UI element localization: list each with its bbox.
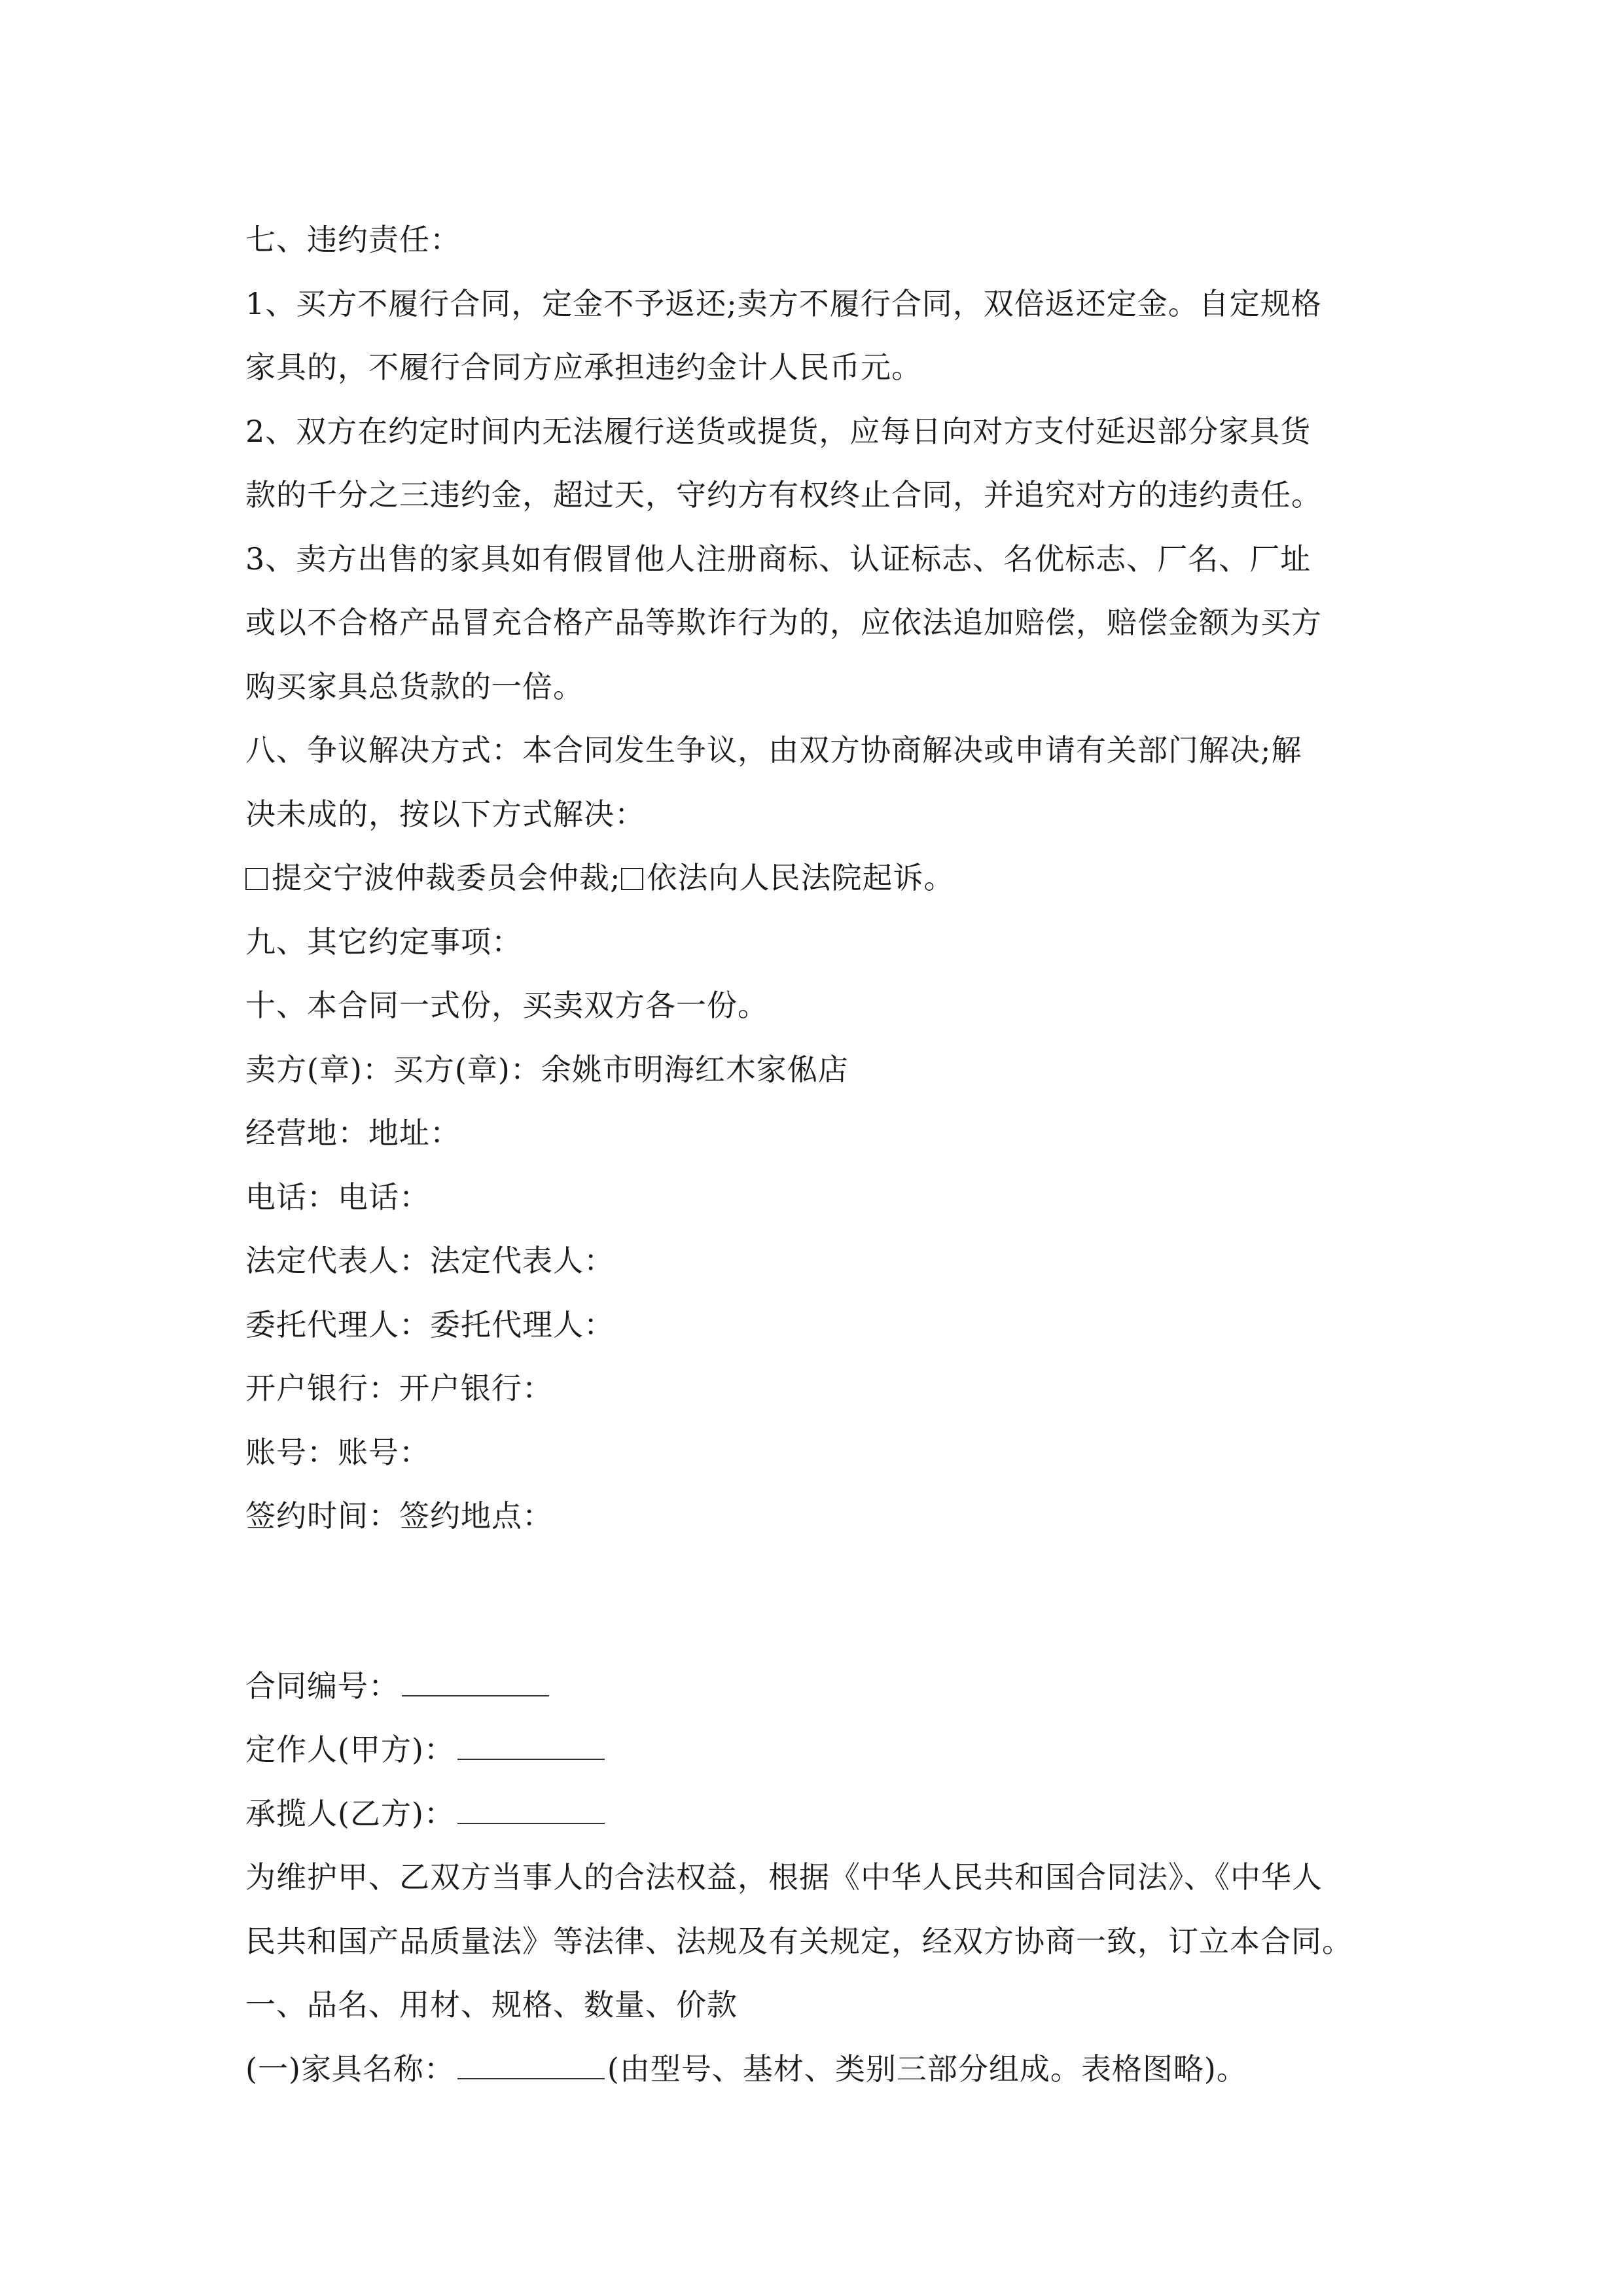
paragraph-line: 民共和国产品质量法》等法律、法规及有关规定，经双方协商一致，订立本合同。 xyxy=(245,1923,1353,1959)
party-b-label: 承揽人(乙方)： xyxy=(245,1795,455,1831)
item-name-note: (由型号、基材、类别三部分组成。表格图略)。 xyxy=(607,2051,1247,2087)
section-spacer xyxy=(245,1549,1384,1655)
dispute-options xyxy=(245,846,1384,910)
paragraph-line: 1、买方不履行合同，定金不予返还;卖方不履行合同，双倍返还定金。自定规格 xyxy=(245,285,1322,321)
party-a-blank[interactable] xyxy=(457,1732,605,1760)
signature-time-place: 签约时间：签约地点： xyxy=(245,1498,553,1534)
signature-account: 账号：账号： xyxy=(245,1434,430,1470)
paragraph-line: 购买家具总货款的一倍。 xyxy=(245,668,584,704)
signature-parties: 卖方(章)：买方(章)：余姚市明海红木家俬店 xyxy=(245,1051,849,1087)
contract-number-blank[interactable] xyxy=(402,1669,549,1696)
party-a-row xyxy=(245,1718,1384,1782)
item-name-label: (一)家具名称： xyxy=(245,2051,455,2087)
item-name-blank[interactable] xyxy=(457,2052,605,2079)
section-heading-breach-liability: 七、违约责任： xyxy=(245,222,461,257)
paragraph-line: 八、争议解决方式：本合同发生争议，由双方协商解决或申请有关部门解决;解 xyxy=(245,732,1302,768)
party-a-label: 定作人(甲方)： xyxy=(245,1732,455,1767)
lawsuit-checkbox[interactable] xyxy=(621,868,643,890)
party-b-blank[interactable] xyxy=(457,1797,605,1824)
signature-agent: 委托代理人：委托代理人： xyxy=(245,1306,615,1342)
signature-legal-rep: 法定代表人：法定代表人： xyxy=(245,1243,615,1278)
paragraph-line: 十、本合同一式份，买卖双方各一份。 xyxy=(245,988,768,1023)
paragraph-line: 家具的，不履行合同方应承担违约金计人民币元。 xyxy=(245,350,922,385)
paragraph-line: 2、双方在约定时间内无法履行送货或提货，应每日向对方支付延迟部分家具货 xyxy=(245,413,1311,449)
paragraph-line: 为维护甲、乙双方当事人的合法权益，根据《中华人民共和国合同法》、《中华人 xyxy=(245,1859,1323,1895)
signature-bank: 开户银行：开户银行： xyxy=(245,1371,553,1406)
clause-heading-product: 一、品名、用材、规格、数量、价款 xyxy=(245,1987,738,2022)
arbitration-option-label: 提交宁波仲裁委员会仲裁; xyxy=(272,860,621,895)
paragraph-line: 或以不合格产品冒充合格产品等欺诈行为的，应依法追加赔偿，赔偿金额为买方 xyxy=(245,605,1322,640)
arbitration-checkbox[interactable] xyxy=(245,868,268,890)
paragraph-line: 3、卖方出售的家具如有假冒他人注册商标、认证标志、名优标志、厂名、厂址 xyxy=(245,541,1311,577)
contract-number-label: 合同编号： xyxy=(245,1668,399,1704)
signature-phone: 电话：电话： xyxy=(245,1179,430,1215)
item-name-row xyxy=(245,2037,1384,2102)
lawsuit-option-label: 依法向人民法院起诉。 xyxy=(647,860,955,895)
contract-number-row xyxy=(245,1655,1384,1719)
paragraph-line: 款的千分之三违约金，超过天，守约方有权终止合同，并追究对方的违约责任。 xyxy=(245,477,1322,512)
signature-address: 经营地：地址： xyxy=(245,1115,461,1151)
section-heading-other-terms: 九、其它约定事项： xyxy=(245,924,522,960)
party-b-row xyxy=(245,1782,1384,1846)
document-body xyxy=(245,208,1384,2101)
paragraph-line: 决未成的，按以下方式解决： xyxy=(245,796,645,832)
